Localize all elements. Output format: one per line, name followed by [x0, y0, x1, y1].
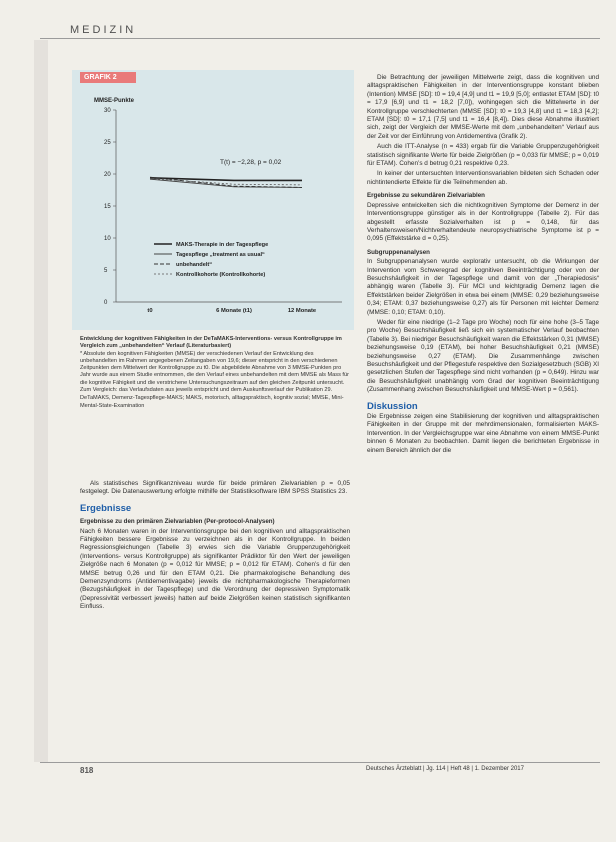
figure-tag: GRAFIK 2 [80, 72, 136, 83]
page-margin-stripe [34, 40, 48, 762]
subsection-heading: Ergebnisse zu sekundären Zielvariablen [367, 192, 485, 200]
paragraph: Als statistisches Signifikanzniveau wurde für beide primären Zielvariablen p = 0,05 festgelegt. Die Datenauswertung erfolgte mithilfe der Statistiksoftware IBM SPSS Statistics 23. [80, 480, 350, 496]
x-tick-label: 12 Monate [287, 308, 317, 314]
header-rule [40, 38, 600, 39]
y-tick-label: 25 [104, 140, 111, 146]
caption-abbreviations: DeTaMAKS, Demenz-Tagespflege-MAKS; MAKS, motorisch, alltagspraktisch, kognitiv sozial; MMSE, Mini-Mental-State-Examination [80, 395, 344, 409]
paragraph: Depressive entwickelten sich die nichtkognitiven Symptome der Demenz in der Interventionsgruppe günstiger als in der Kontrollgruppe (Tabelle 2). Für das abgestellt erfasste Sozialverhalten ist p = 0,148, für das Verhaltensweisen/Nichtverhaltendeute neuropsychiatrische Symptome ist p = 0,095 (Effektstärke d = 0,25). [367, 201, 599, 243]
legend-label: MAKS-Therapie in der Tagespflege [176, 242, 269, 248]
y-tick-label: 10 [104, 236, 111, 242]
line-chart [72, 84, 354, 330]
journal-citation: Deutsches Ärzteblatt | Jg. 114 | Heft 48 | 1. Dezember 2017 [366, 766, 524, 772]
section-label: MEDIZIN [70, 24, 137, 36]
paragraph: In keiner der untersuchten Interventionsvariablen bildeten sich Schaden oder nichtintendierte Effekte für die Teilnehmenden ab. [367, 170, 599, 186]
paragraph: Auch die ITT-Analyse (n = 433) ergab für die Variable Gruppenzugehörigkeit statistisch signifikante Werte für beide Zielgrößen (p = 0,033 für MMSE; p = 0,019 für ETAM). Cohen’s d betrug 0,21 respektive 0,23. [367, 143, 599, 168]
section-heading: Ergebnisse [80, 502, 132, 514]
caption-body: * Absolute den kognitiven Fähigkeiten (MMSE) der verschiedenen Verlauf der Entwicklung des unbehandelten im Rahmen angegebenen Zeitangaben von 19,6; dieser entspricht in den verschiedenen Zeitpunkten dem Mittelwert der Kontrollgruppe zu t0. Die abgebildete Abnahme von 3 MMSE-Punkten pro Jahr wurde aus einem Studie entnommen, die den Verlauf eines unbehandelten mit dem MMSE als Mass für die kognitive Fähigkeit und die verstrichene Untersuchungszeitraum auf den gleichen Zeitpunkt untersucht. Zum Vergleich: das Verlaufsdaten aus jeweils entspricht und dem Auskunftsverlauf der Publikation 29. [80, 350, 349, 394]
y-tick-label: 15 [104, 204, 111, 210]
page-number: 818 [80, 766, 94, 775]
right-column [367, 74, 599, 457]
paragraph: Die Betrachtung der jeweiligen Mittelwerte zeigt, dass die kognitiven und alltagspraktischen Fähigkeiten in der Interventionsgruppe konstant blieben (Intention) MMSE [SD]: t0 = 19,4 [4,9] und t1 = 19,9 [5,0]; entlastet ETAM [SD]: t0 = 17,9 [6,9] und t1 = 18,2 [7,0]), wohingegen sich die Mittelwerte in der Kontrollgruppe verschlechterten (MMSE [SD]: t0 = 19,3 [4,8] und t1 = 18,3 [4,2]; ETAM [SD]: t0 = 17,1 [7,5] und t1 = 16,4 [8,4]). Dies diese Abnahme illustriert sich, zeigt der Vergleich der MMSE-Werte mit dem „unbehandelten“ Verlauf aus der Zeit vor der Einführung von Antidementiva (Grafik 2). [367, 74, 599, 140]
y-tick-label: 0 [104, 300, 108, 306]
y-tick-label: 20 [104, 172, 111, 178]
x-tick-label: t0 [147, 308, 153, 314]
legend-label: unbehandelt“ [176, 262, 213, 268]
subsection-heading: Subgruppenanalysen [367, 248, 430, 256]
left-column [80, 480, 350, 614]
legend-label: Kontrollkohorte (Kontrollkohorte) [176, 272, 266, 278]
footer-rule [40, 762, 600, 763]
legend-label: Tagespflege „treatment as usual“ [176, 252, 265, 258]
chart-annotation: T(t) = −2,28, p = 0,02 [220, 159, 282, 166]
x-tick-label: 6 Monate (t1) [216, 308, 252, 314]
paragraph: Nach 6 Monaten waren in der Interventionsgruppe bei den kognitiven und alltagspraktischen Fähigkeiten bessere Ergebnisse zu verzeichnen als in der Kontrollgruppe. In beiden Regressionsgleichungen (Tabelle 3) erwies sich die Variable Gruppenzugehörigkeit (Interventions- versus Kontrollgruppe) als signifikanter Prädiktor für den Wert der jeweiligen Zielgröße nach 6 Monaten (p = 0,012 für MMSE; p = 0,012 für ETAM). Cohen’s d für den MMSE betrug 0,26 und für den ETAM 0,21. Die pharmakologische Behandlung des Demenzsyndroms (Antidementivagabe) jeweils die nichtpharmakologische Therapieformen (Bezugshäufigkeit in der Tagespflege) und die Verordnung der depressiven Symptomatik (Depressivität verbessert jeweils) hatten auf beide Zielgrößen keinen statistisch signifikanten Einfluss. [80, 527, 350, 611]
caption-title: Entwicklung der kognitiven Fähigkeiten in der DeTaMAKS-Interventions- versus Kontrollgruppe im Vergleich zum „unbehandelten“ Verlauf (Literaturbasiert) [80, 336, 342, 350]
y-axis-label: MMSE-Punkte [94, 98, 135, 104]
paragraph: In Subgruppenanalysen wurde explorativ untersucht, ob die Wirkungen der Intervention vom Schweregrad der kognitiven Beeinträchtigung oder von der Besuchshäufigkeit in der Tagespflege und damit von der „Therapiedosis“ abhängig waren (Tabelle 3). Für MCI und leichtgradig Demenz lagen die Effektstärken beider Zielgrößen in etwa bei einem (MMSE: 0,29 beziehungsweise 0,34; ETAM: 0,37 beziehungsweise 0,27) als für Personen mit leichter Demenz (MMSE: 0,10; ETAM: 0,10). [367, 258, 599, 316]
subsection-heading: Ergebnisse zu den primären Zielvariablen (Per-protocol-Analysen) [80, 518, 275, 526]
paragraph: Weder für eine niedrige (1–2 Tage pro Woche) noch für eine hohe (3–5 Tage pro Woche) Besuchshäufigkeit ließ sich ein systematischer Verlauf beobachten (Tabelle 3). Bei niedriger Besuchshäufigkeit waren die Effektstärken 0,31 (MMSE) beziehungsweise 0,19 (ETAM), bei hoher Besuchshäufigkeit 0,21 (MMSE) beziehungsweise 0,27 (ETAM). Die Zusammenhänge zwischen Besuchshäufigkeit und der Pflegestufe respektive den Sozialgesetzbuch (SGB) XI gesetzlichen Stufen der Tagespflege sind nicht vorhanden (p = 0,649). Hinzu war die Besuchshäufigkeit unabhängig vom Grad der kognitiven Beeinträchtigung (Zusammenhang zwischen Besuchshäufigkeit und MMSE-Wert p = 0,561). [367, 318, 599, 394]
paragraph: Die Ergebnisse zeigen eine Stabilisierung der kognitiven und alltagspraktischen Fähigkeiten in der Gruppe mit der mehrdimensionalen, formalisierten MAKS-Intervention. In der Vergleichsgruppe war eine Abnahme von einem MMSE-Punkt binnen 6 Monaten zu beobachten. Damit liegen die berichteten Ergebnisse in einem Bereich ähnlich der die [367, 413, 599, 454]
figure-caption [80, 336, 350, 410]
series-line [150, 178, 302, 181]
y-tick-label: 5 [104, 268, 108, 274]
y-tick-label: 30 [104, 108, 111, 114]
section-heading: Diskussion [367, 400, 418, 412]
